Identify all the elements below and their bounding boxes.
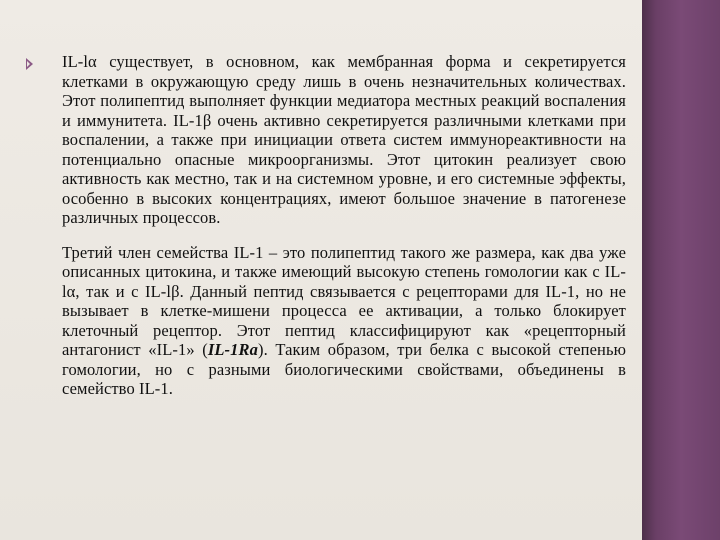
paragraph-il1ra (62, 243, 626, 399)
slide-text-content (62, 52, 626, 399)
paragraph-il1ra-text-before: Третий член семейства IL-1 – это полипептид такого же размера, как два уже описанных цитокина, и также имеющий высокую степень гомологии как с IL-lα, так и с IL-lβ. Данный пептид связывается с рецепторами для IL-1, но не вызывает в клетке-мишени процесса ее активации, а только блокирует клеточный рецептор. Этот пептид классифицируют как «рецепторный антагонист «IL-1» ( (62, 242, 626, 359)
paragraph-il1-alpha-beta: IL-lα существует, в основном, как мембранная форма и секретируется клетками в окружающую среду лишь в очень незначительных количествах. Этот полипептид выполняет функции медиатора местных реакций воспаления и иммунитета. IL-1β очень активно секретируется различными клетками при воспалении, а также при инициации ответа систем иммунореактивности на потенциально опасные микроорганизмы. Этот цитокин реализует свою активность как местно, так и на системном уровне, и его системные эффекты, особенно в высоких концентрациях, имеют большое значение в патогенезе различных процессов. (62, 52, 626, 227)
il1ra-term: IL-1Ra (207, 340, 258, 359)
right-sidebar-panel (642, 0, 720, 540)
triangle-bullet-icon (26, 58, 33, 70)
paragraph-il1ra-text-after: ). Таким образом, три белка с высокой степенью гомологии, но с разными биологическими свойствами, объединены в семейство IL-1. (62, 340, 626, 398)
